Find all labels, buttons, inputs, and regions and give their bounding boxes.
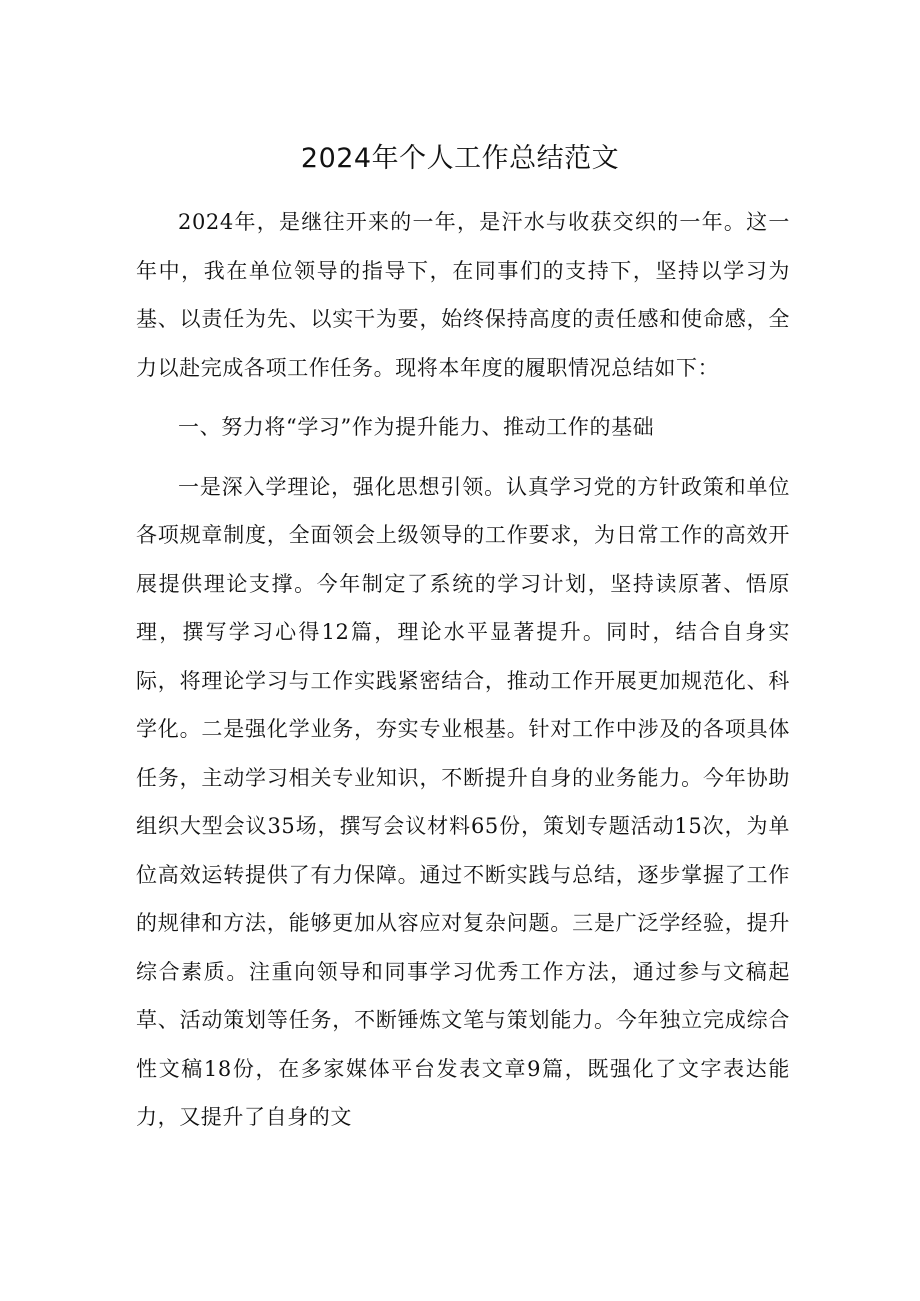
document-body [136, 198, 790, 1142]
section-heading: 一、努力将“学习”作为提升能力、推动工作的基础 [178, 415, 655, 439]
document-title: 2024年个人工作总结范文 [300, 143, 620, 174]
section-paragraph: 一是深入学理论，强化思想引领。认真学习党的方针政策和单位各项规章制度，全面领会上级领导的工作要求，为日常工作的高效开展提供理论支撑。今年制定了系统的学习计划，坚持读原著、悟原理，撰写学习心得12篇，理论水平显著提升。同时，结合自身实际，将理论学习与工作实践紧密结合，推动工作开展更加规范化、科学化。二是强化学业务，夯实专业根基。针对工作中涉及的各项具体任务，主动学习相关专业知识，不断提升自身的业务能力。今年协助组织大型会议35场，撰写会议材料65份，策划专题活动15次，为单位高效运转提供了有力保障。通过不断实践与总结，逐步掌握了工作的规律和方法，能够更加从容应对复杂问题。三是广泛学经验，提升综合素质。注重向领导和同事学习优秀工作方法，通过参与文稿起草、活动策划等任务，不断锤炼文笔与策划能力。今年独立完成综合性文稿18份，在多家媒体平台发表文章9篇，既强化了文字表达能力，又提升了自身的文 [136, 474, 790, 1129]
intro-paragraph: 2024年，是继往开来的一年，是汗水与收获交织的一年。这一年中，我在单位领导的指导下，在同事们的支持下，坚持以学习为基、以责任为先、以实干为要，始终保持高度的责任感和使命感，全力以赴完成各项工作任务。现将本年度的履职情况总结如下： [136, 210, 790, 380]
